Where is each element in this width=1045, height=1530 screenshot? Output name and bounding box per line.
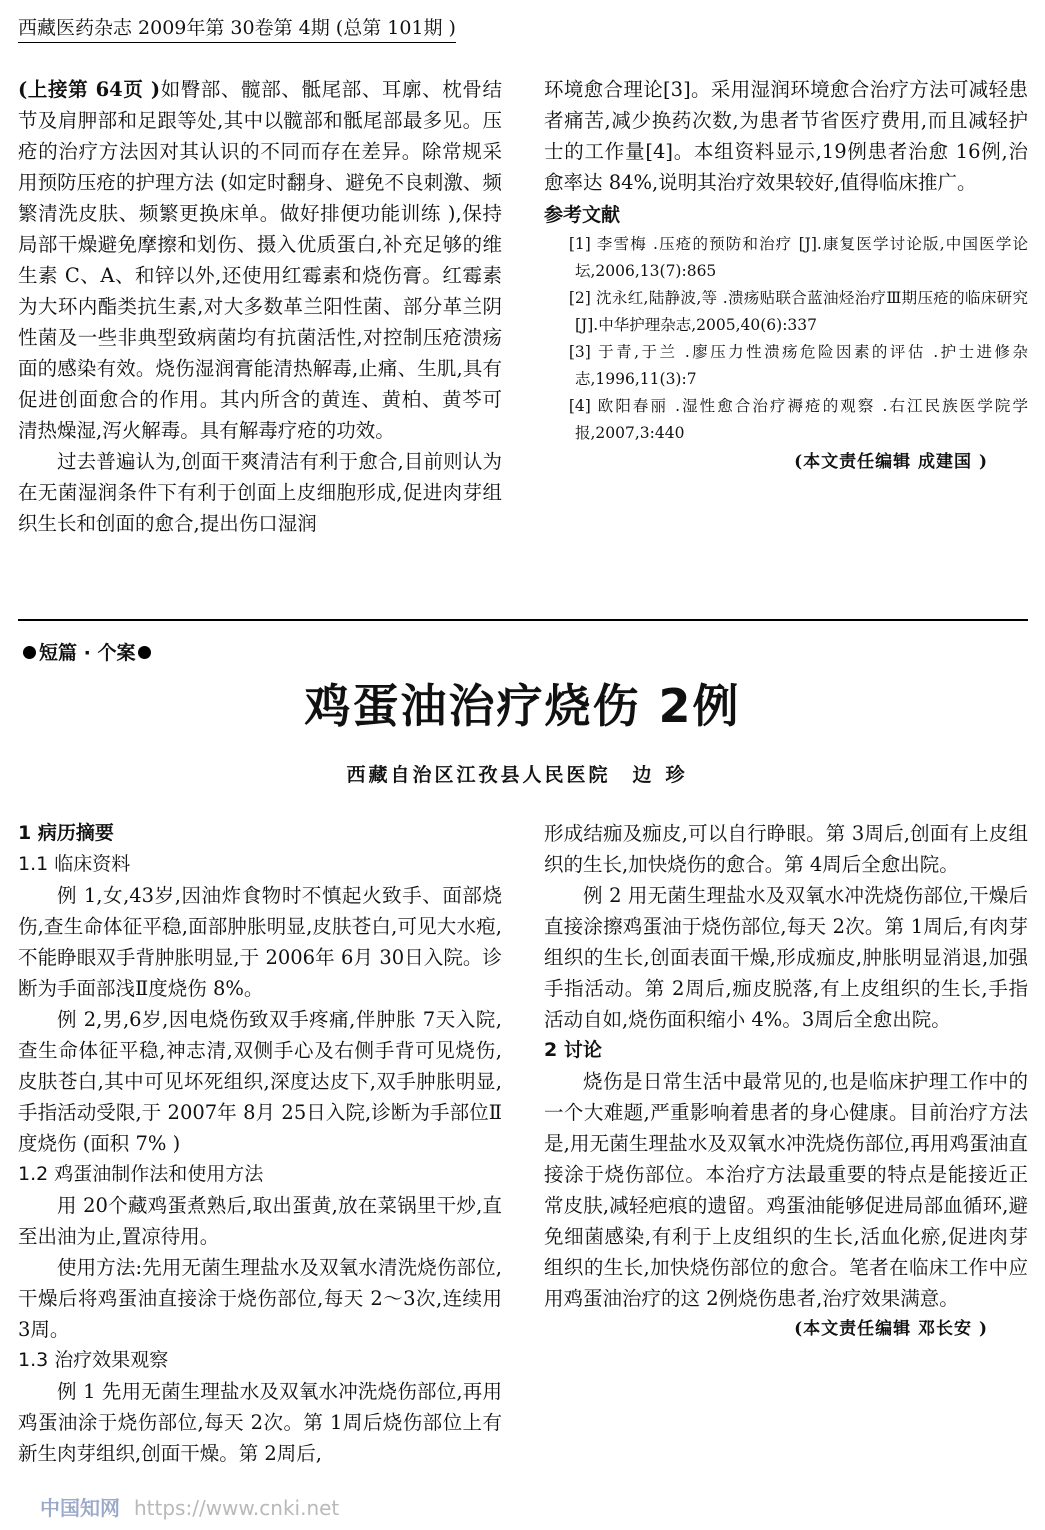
references-heading: 参考文献 [544, 204, 621, 226]
bullet-dot-icon [23, 646, 36, 659]
author-affiliation: 西藏自治区江孜县人民医院 [346, 764, 611, 786]
reference-item: [2] 沈永红,陆静波,等 .溃疡贴联合蓝油烃治疗Ⅲ期压疮的临床研究 [J].中华护理杂志,2005,40(6):337 [568, 289, 1028, 334]
body-paragraph: 环境愈合理论[3]。采用湿润环境愈合治疗方法可减轻患者痛苦,减少换药次数,为患者节省医疗费用,而且减轻护士的工作量[4]。本组资料显示,19例患者治愈 16例,治愈率达 84%,说明其治疗效果较好,值得临床推广。 [544, 78, 1028, 194]
observation-paragraph: 例 1 先用无菌生理盐水及双氧水冲洗烧伤部位,再用鸡蛋油涂于烧伤部位,每天 2次。第 1周后烧伤部位上有新生肉芽组织,创面干燥。第 2周后, [18, 1380, 502, 1465]
reference-item: [3] 于青,于兰 .廖压力性溃疡危险因素的评估 .护士进修杂志,1996,11(3):7 [568, 343, 1028, 388]
continued-paragraph [18, 74, 502, 446]
cnki-url: https://www.cnki.net [134, 1496, 340, 1520]
subsection-heading: 1.2 鸡蛋油制作法和使用方法 [18, 1163, 264, 1185]
article-left-column [18, 818, 502, 1469]
case-paragraph: 例 1,女,43岁,因油炸食物时不慎起火致手、面部烧伤,查生命体征平稳,面部肿胀明显,皮肤苍白,可见大水疱,不能睁眼双手背肿胀明显,于 2006年 6月 30日入院。诊断为手面部浅Ⅱ度烧伤 8%。 [18, 884, 502, 1000]
section-label-text: 短篇 · 个案 [39, 642, 136, 664]
cnki-watermark [40, 1492, 339, 1521]
reference-item: [4] 欧阳春丽 .湿性愈合治疗褥疮的观察 .右江民族医学院学报,2007,3:440 [568, 397, 1028, 442]
observation-paragraph: 例 2 用无菌生理盐水及双氧水冲洗烧伤部位,干燥后直接涂擦鸡蛋油于烧伤部位,每天 2次。第 1周后,有肉芽组织的生长,创面表面干燥,形成痂皮,肿胀明显消退,加强手指活动。第 2周后,痂皮脱落,有上皮组织的生长,手指活动自如,烧伤面积缩小 4%。3周后全愈出院。 [544, 884, 1028, 1031]
prev-article-left-column [18, 74, 502, 539]
section-divider [18, 619, 1028, 621]
section-heading: 2 讨论 [544, 1039, 602, 1061]
author-name: 边珍 [632, 764, 699, 786]
article-title: 鸡蛋油治疗烧伤 2例 [304, 679, 741, 733]
section-label [20, 638, 154, 665]
subsection-heading: 1.3 治疗效果观察 [18, 1349, 169, 1371]
section-heading: 1 病历摘要 [18, 822, 114, 844]
journal-header: 西藏医药杂志 2009年第 30卷第 4期 (总第 101期 ) [18, 16, 456, 43]
observation-continued: 形成结痂及痂皮,可以自行睁眼。第 3周后,创面有上皮组织的生长,加快烧伤的愈合。第 4周后全愈出院。 [544, 822, 1028, 876]
article-right-column [544, 818, 1028, 1345]
responsible-editor: (本文责任编辑 邓长安 ) [794, 1319, 988, 1339]
discussion-paragraph: 烧伤是日常生活中最常见的,也是临床护理工作中的一个大难题,严重影响着患者的身心健康。目前治疗方法是,用无菌生理盐水及双氧水冲洗烧伤部位,再用鸡蛋油直接涂于烧伤部位。本治疗方法最重要的特点是能接近正常皮肤,减轻疤痕的遗留。鸡蛋油能够促进局部血循环,避免细菌感染,有利于上皮组织的生长,活血化瘀,促进肉芽组织的生长,加快烧伤部位的愈合。笔者在临床工作中应用鸡蛋油治疗的这 2例烧伤患者,治疗效果满意。 [544, 1070, 1028, 1310]
continued-from-marker: (上接第 64页 ) [18, 78, 161, 101]
prev-article-right-column [544, 74, 1028, 478]
cnki-logo: 中国知网 [40, 1496, 120, 1520]
responsible-editor: (本文责任编辑 成建国 ) [794, 452, 988, 472]
subsection-heading: 1.1 临床资料 [18, 853, 131, 875]
continued-text: 如臀部、髋部、骶尾部、耳廓、枕骨结节及肩胛部和足跟等处,其中以髋部和骶尾部最多见。压疮的治疗方法因对其认识的不同而存在差异。除常规采用预防压疮的护理方法 (如定时翻身、避免不良刺激、频繁清洗皮肤、频繁更换床单。做好排便功能训练 ),保持局部干燥避免摩擦和划伤、摄入优质蛋白,补充足够的维生素 C、A、和锌以外,还使用红霉素和烧伤膏。红霉素为大环内酯类抗生素,对大多数革兰阳性菌、部分革兰阴性菌及一些非典型致病菌均有抗菌活性,对控制压疮溃疡面的感染有效。烧伤湿润膏能清热解毒,止痛、生肌,具有促进创面愈合的作用。其内所含的黄连、黄柏、黄芩可清热燥湿,泻火解毒。具有解毒疗疮的功效。 [18, 78, 502, 442]
author-line [0, 760, 1045, 787]
case-paragraph: 例 2,男,6岁,因电烧伤致双手疼痛,伴肿胀 7天入院,查生命体征平稳,神志清,双侧手心及右侧手背可见烧伤,皮肤苍白,其中可见坏死组织,深度达皮下,双手肿胀明显,手指活动受限,于 2007年 8月 25日入院,诊断为手部位Ⅱ度烧伤 (面积 7% ) [18, 1008, 502, 1155]
method-paragraph: 用 20个藏鸡蛋煮熟后,取出蛋黄,放在菜锅里干炒,直至出油为止,置凉待用。 [18, 1194, 502, 1248]
reference-item: [1] 李雪梅 .压疮的预防和治疗 [J].康复医学讨论版,中国医学论坛,2006,13(7):865 [568, 235, 1028, 280]
bullet-dot-icon [138, 646, 151, 659]
method-paragraph: 使用方法:先用无菌生理盐水及双氧水清洗烧伤部位,干燥后将鸡蛋油直接涂于烧伤部位,每天 2～3次,连续用 3周。 [18, 1256, 502, 1341]
body-paragraph: 过去普遍认为,创面干爽清洁有利于愈合,目前则认为在无菌湿润条件下有利于创面上皮细胞形成,促进肉芽组织生长和创面的愈合,提出伤口湿润 [18, 450, 502, 535]
